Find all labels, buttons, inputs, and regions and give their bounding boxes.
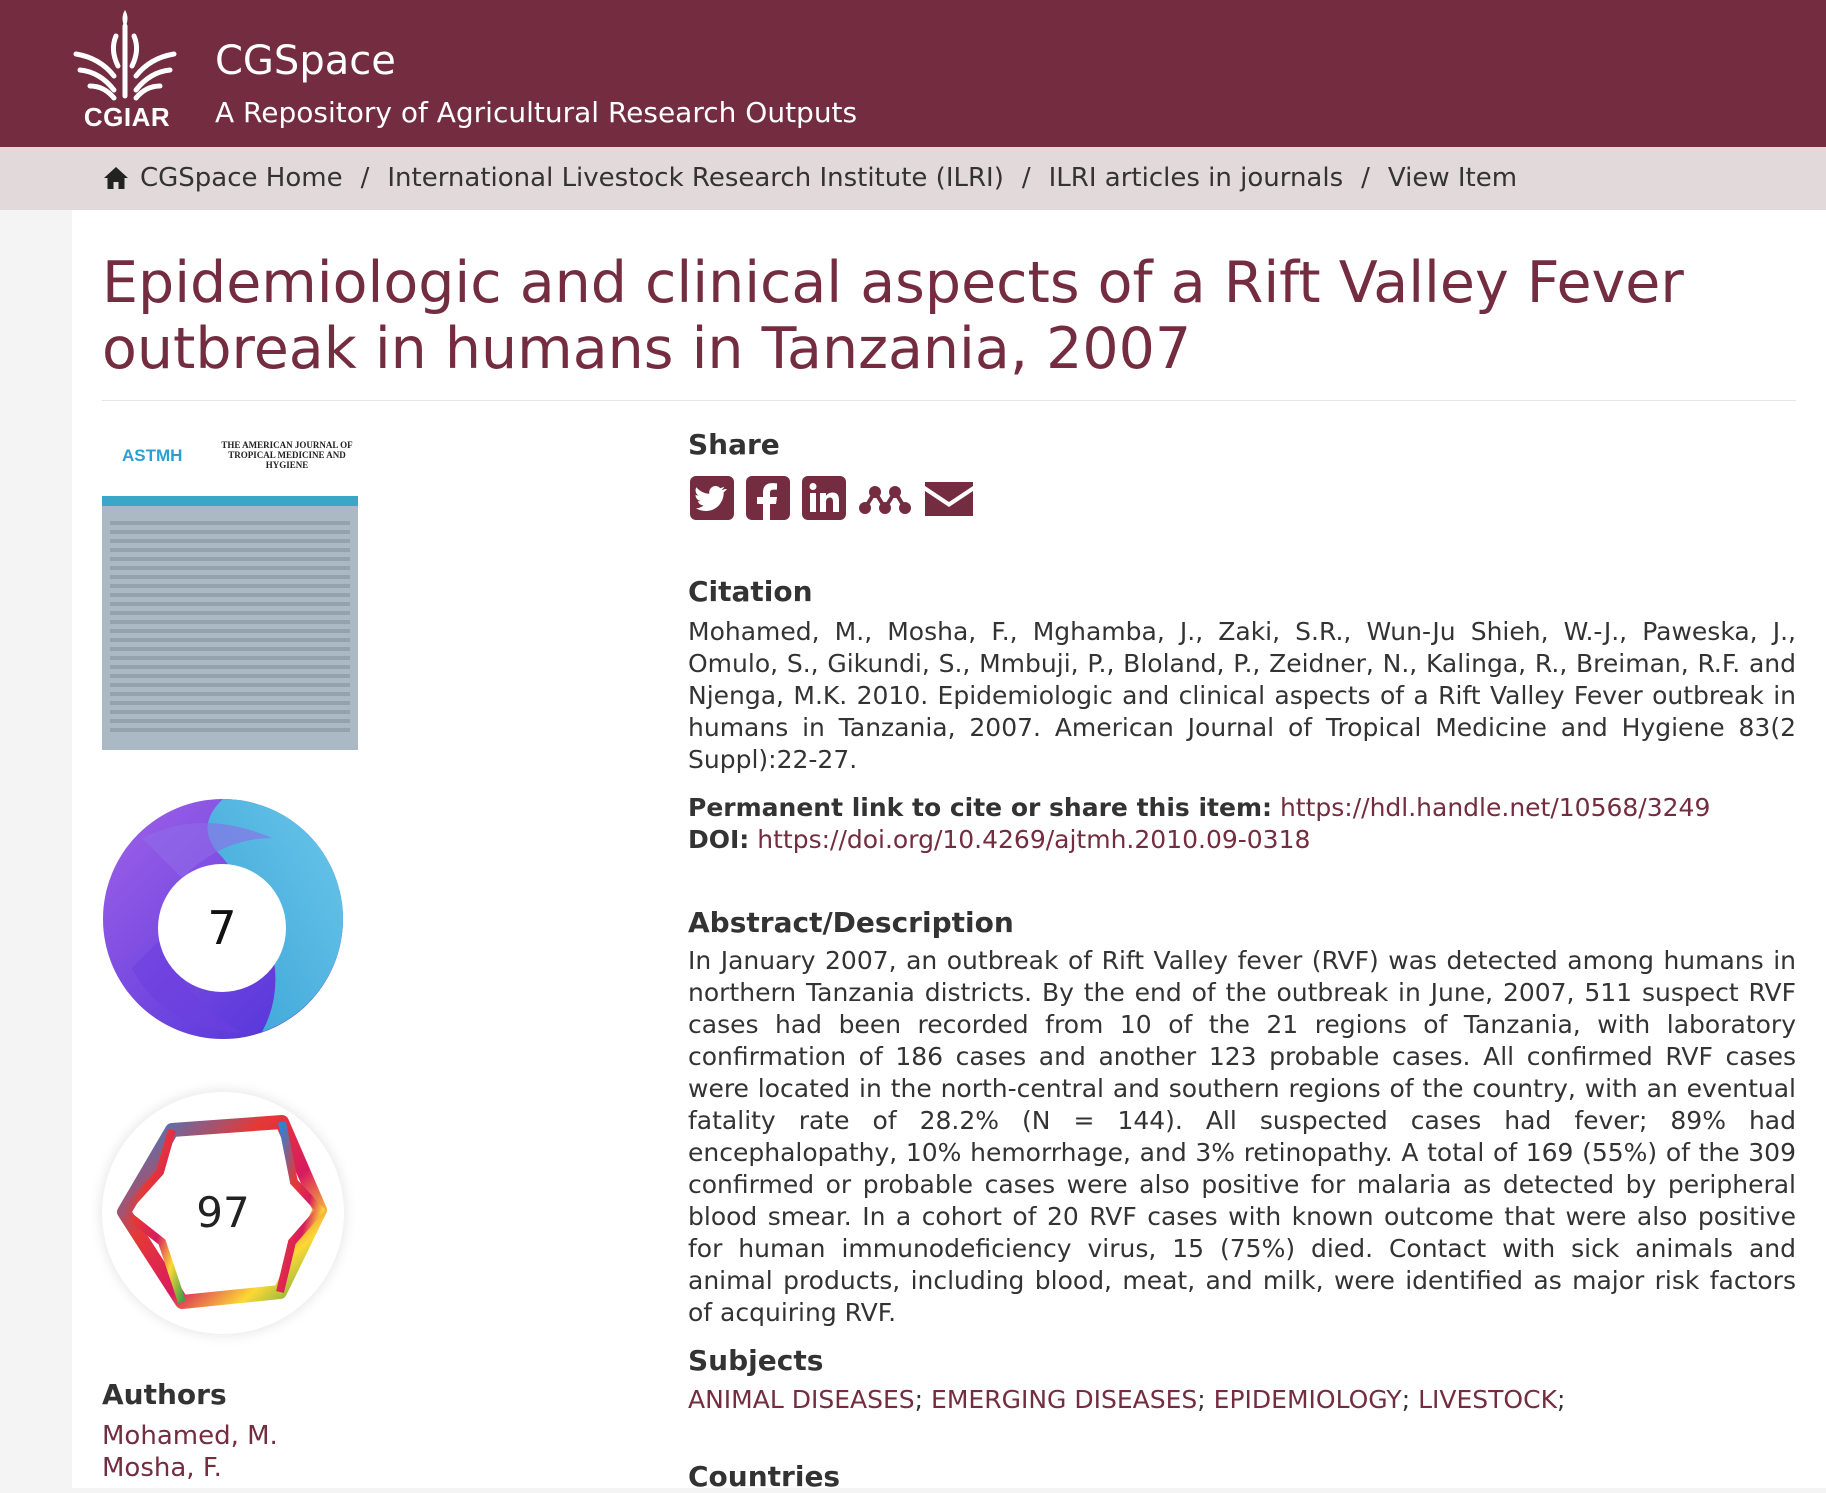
- item-thumbnail[interactable]: [102, 432, 358, 750]
- mendeley-icon[interactable]: [856, 474, 914, 522]
- subjects-list: [688, 1384, 1796, 1416]
- altmetric-score: 7: [158, 864, 286, 992]
- breadcrumb: [102, 163, 1517, 193]
- subject-separator: ;: [914, 1385, 924, 1414]
- doi-link[interactable]: https://doi.org/10.4269/ajtmh.2010.09-0318: [757, 825, 1311, 854]
- subject-separator: ;: [1401, 1385, 1411, 1414]
- share-buttons: [688, 474, 976, 522]
- logo-text: CGIAR: [83, 102, 171, 132]
- abstract-heading: Abstract/Description: [688, 906, 1014, 939]
- title-divider: [102, 400, 1796, 401]
- breadcrumb-home[interactable]: CGSpace Home: [140, 163, 343, 193]
- subject-link[interactable]: ANIMAL DISEASES: [688, 1385, 915, 1414]
- breadcrumb-bar: [0, 147, 1826, 210]
- author-link[interactable]: Mohamed, M.: [102, 1421, 278, 1451]
- breadcrumb-ilri[interactable]: International Livestock Research Institute (ILRI): [387, 163, 1004, 193]
- abstract-text: In January 2007, an outbreak of Rift Valley fever (RVF) was detected among humans in northern Tanzania districts. By the end of the outbreak in June, 2007, 511 suspect RVF cases had been recorded from 10 of the 21 regions of Tanzania, with laboratory confirmation of 186 cases and another 123 probable cases. All confirmed RVF cases were located in the north-central and southern regions of the country, with an eventual fatality rate of 28.2% (N = 144). All suspected cases had fever; 89% had encephalopathy, 10% hemorrhage, and 3% retinopathy. A total of 169 (55%) of the 309 confirmed or probable cases were also positive for malaria as detected by peripheral blood smear. In a cohort of 20 RVF cases with known outcome that were also positive for human immunodeficiency virus, 15 (75%) died. Contact with sick animals and animal products, including blood, meat, and milk, were identified as major risk factors of acquiring RVF.: [688, 946, 1796, 1327]
- countries-heading: Countries: [688, 1460, 841, 1493]
- author-link[interactable]: Mosha, F.: [102, 1453, 222, 1483]
- share-heading: Share: [688, 428, 780, 461]
- permalink-label: Permanent link to cite or share this item:: [688, 793, 1272, 822]
- authors-heading: Authors: [102, 1378, 227, 1411]
- site-header: [0, 0, 1826, 147]
- twitter-icon[interactable]: [688, 474, 736, 522]
- email-icon[interactable]: [922, 474, 976, 522]
- permalink-link[interactable]: https://hdl.handle.net/10568/3249: [1279, 793, 1711, 822]
- doi-label: DOI:: [688, 825, 750, 854]
- authors-list: [102, 1420, 278, 1484]
- breadcrumb-separator: /: [1021, 163, 1031, 193]
- subject-separator: ;: [1197, 1385, 1206, 1414]
- cover-journal-title: THE AMERICAN JOURNAL OF TROPICAL MEDICINE AND HYGIENE: [221, 440, 353, 470]
- subject-link[interactable]: EMERGING DISEASES: [931, 1385, 1198, 1414]
- wheat-logo-icon: [70, 6, 180, 102]
- cover-brand: ASTMH: [122, 446, 183, 465]
- dimensions-score: 97: [196, 1188, 250, 1237]
- breadcrumb-current: View Item: [1387, 163, 1518, 193]
- breadcrumb-separator: /: [1361, 163, 1370, 193]
- page-title: Epidemiologic and clinical aspects of a Rift Valley Fever outbreak in humans in Tanzania, 2007: [102, 250, 1684, 382]
- citation-text: Mohamed, M., Mosha, F., Mghamba, J., Zaki, S.R., Wun-Ju Shieh, W.-J., Paweska, J., Omulo, S., Gikundi, S., Mmbuji, P., Bloland, P., Zeidner, N., Kalinga, R., Breiman, R.F. and Njenga, M.K. 2010. Epidemiologic and clinical aspects of a Rift Valley Fever outbreak in humans in Tanzania, 2007. American Journal of Tropical Medicine and Hygiene 83(2 Suppl):22-27.: [688, 617, 1796, 774]
- subject-link[interactable]: LIVESTOCK: [1418, 1385, 1557, 1414]
- subjects-heading: Subjects: [688, 1344, 824, 1377]
- site-subtitle: A Repository of Agricultural Research Outputs: [215, 96, 858, 129]
- subject-separator: ;: [1556, 1385, 1566, 1414]
- cgiar-logo[interactable]: [70, 6, 180, 134]
- doi-row: [688, 824, 1796, 856]
- breadcrumb-collection[interactable]: ILRI articles in journals: [1048, 163, 1344, 193]
- citation-heading: Citation: [688, 575, 813, 608]
- facebook-icon[interactable]: [744, 474, 792, 522]
- breadcrumb-separator: /: [360, 163, 370, 193]
- home-icon: [102, 164, 130, 192]
- cover-contents: [102, 516, 358, 737]
- permalink-row: [688, 792, 1796, 824]
- linkedin-icon[interactable]: [800, 474, 848, 522]
- site-title[interactable]: CGSpace: [215, 38, 396, 84]
- subject-link[interactable]: EPIDEMIOLOGY: [1213, 1385, 1402, 1414]
- cover-band: [102, 496, 358, 506]
